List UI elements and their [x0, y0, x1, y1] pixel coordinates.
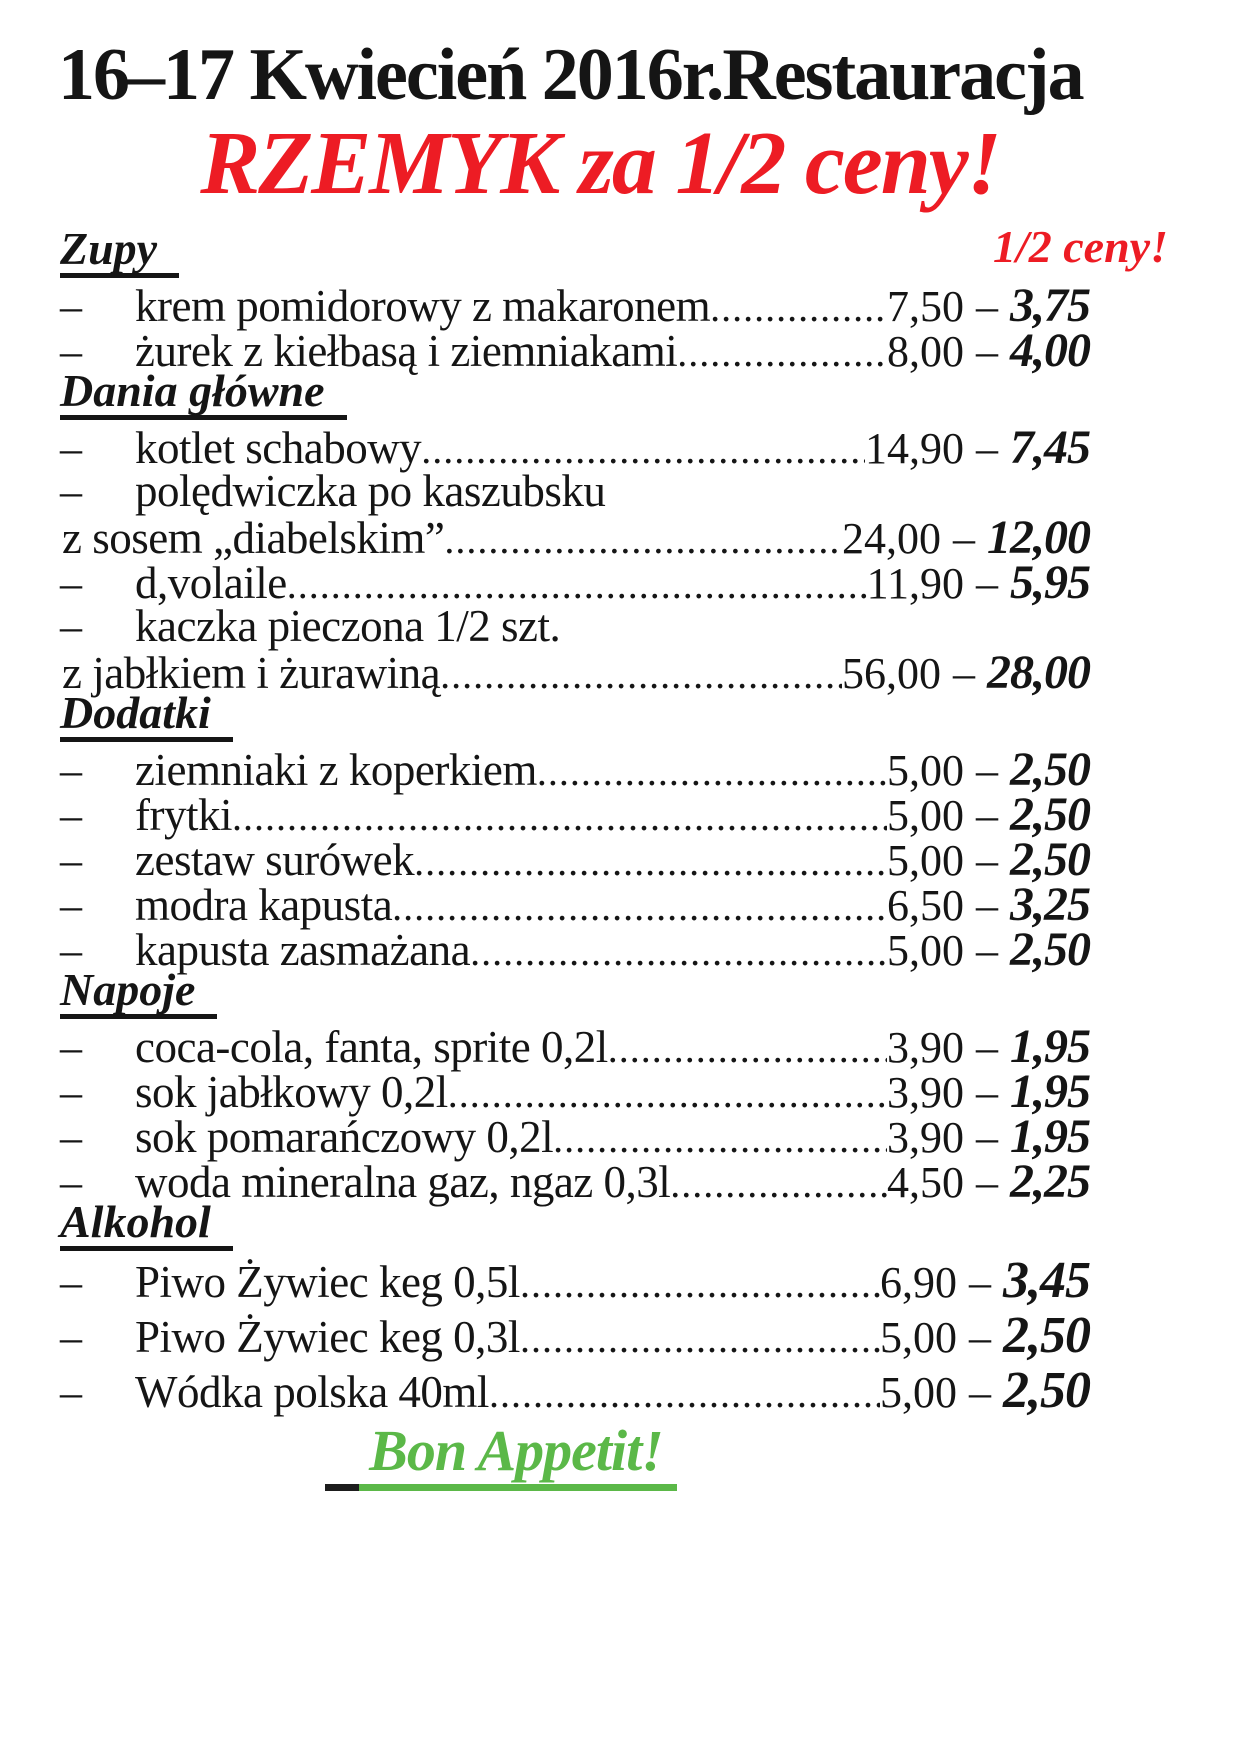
item-price-discounted: 7,45: [1010, 420, 1090, 474]
item-price-discounted: 2,25: [1010, 1154, 1090, 1208]
section-heading: [60, 1195, 1090, 1251]
item-name: Piwo Żywiec keg 0,5l: [135, 1256, 520, 1307]
menu-section: [60, 686, 1090, 976]
item-name: coca-cola, fanta, sprite 0,2l: [135, 1021, 608, 1072]
item-bullet: –: [60, 558, 82, 608]
item-bullet: –: [60, 1312, 82, 1362]
menu-item: [60, 420, 1090, 474]
price-separator: –: [969, 1367, 991, 1417]
item-price-original: 5,00: [887, 835, 964, 885]
price-separator: –: [976, 281, 998, 331]
item-price-discounted: 2,50: [1010, 922, 1090, 976]
item-name: ziemniaki z koperkiem: [135, 744, 537, 795]
menu-item: [60, 278, 1090, 332]
item-bullet: –: [60, 835, 82, 885]
price-separator: –: [976, 745, 998, 795]
item-price-discounted: 3,25: [1010, 877, 1090, 931]
dot-leader: [392, 883, 887, 930]
dot-leader: [710, 284, 887, 331]
item-price-discounted: 3,75: [1010, 278, 1090, 332]
section-heading: [60, 220, 1168, 278]
price-separator: –: [976, 423, 998, 473]
item-name: sok jabłkowy 0,2l: [135, 1066, 448, 1117]
price-separator: –: [976, 1157, 998, 1207]
price-separator: –: [953, 648, 975, 698]
item-name: d,volaile: [135, 557, 287, 608]
menu-item: [60, 1251, 1090, 1309]
item-price-discounted: 5,95: [1010, 555, 1090, 609]
item-bullet: –: [60, 466, 82, 516]
item-price-discounted: 4,00: [1010, 323, 1090, 377]
item-price-discounted: 2,50: [1010, 832, 1090, 886]
item-name: kapusta zasmażana: [135, 924, 471, 975]
section-heading-label: Napoje: [60, 967, 217, 1019]
dot-leader: [489, 1370, 880, 1417]
item-price-original: 5,00: [887, 745, 964, 795]
menu-item: [60, 555, 1090, 609]
menu-item: [60, 787, 1090, 841]
item-price-discounted: 28,00: [987, 645, 1090, 699]
item-name: z sosem „diabelskim”: [62, 512, 445, 563]
price-separator: –: [976, 835, 998, 885]
item-price-original: 5,00: [887, 790, 964, 840]
price-separator: –: [976, 880, 998, 930]
item-bullet: –: [60, 745, 82, 795]
menu-section: [60, 220, 1168, 377]
item-price-original: 7,50: [887, 281, 964, 331]
price-separator: –: [969, 1257, 991, 1307]
menu-item: [60, 510, 1090, 564]
item-name: kaczka pieczona 1/2 szt.: [135, 600, 561, 651]
item-bullet: –: [60, 601, 82, 651]
item-price-discounted: 2,50: [1003, 1361, 1090, 1419]
item-name: woda mineralna gaz, ngaz 0,3l: [135, 1156, 671, 1207]
menu-item: [60, 1064, 1090, 1118]
footer-underline: [339, 1417, 677, 1491]
item-price-discounted: 2,50: [1003, 1306, 1090, 1364]
dot-leader: [553, 1115, 887, 1162]
item-price-original: 5,00: [887, 925, 964, 975]
item-name: zestaw surówek: [135, 834, 415, 885]
section-heading: [60, 364, 1090, 420]
menu-item: [60, 1109, 1090, 1163]
item-price-discounted: 2,50: [1010, 787, 1090, 841]
menu-section: [60, 963, 1090, 1208]
price-separator: –: [976, 1022, 998, 1072]
item-price-discounted: 1,95: [1010, 1064, 1090, 1118]
item-price-original: 8,00: [887, 326, 964, 376]
item-name: modra kapusta: [135, 879, 393, 930]
item-name: sok pomarańczowy 0,2l: [135, 1111, 554, 1162]
footer: [0, 1417, 1016, 1491]
section-heading-label: Dodatki: [60, 690, 233, 742]
footer-text: Bon Appetit!: [369, 1417, 663, 1483]
item-price-original: 56,00: [842, 648, 941, 698]
dot-leader: [414, 838, 887, 885]
half-price-label: 1/2 ceny!: [992, 220, 1168, 272]
item-price-original: 3,90: [887, 1022, 964, 1072]
item-price-original: 4,50: [887, 1157, 964, 1207]
item-bullet: –: [60, 1367, 82, 1417]
page-title: 16–17 Kwiecień 2016r.Restauracja: [58, 34, 1083, 116]
price-separator: –: [976, 925, 998, 975]
promo-title: RZEMYK za 1/2 ceny!: [200, 113, 1000, 213]
item-bullet: –: [60, 1022, 82, 1072]
item-bullet: –: [60, 790, 82, 840]
menu-item: [60, 645, 1090, 699]
dot-leader: [232, 793, 887, 840]
section-heading: [60, 686, 1090, 742]
menu-item: [60, 1019, 1090, 1073]
item-name: frytki: [135, 789, 232, 840]
item-price-original: 24,00: [842, 513, 941, 563]
item-bullet: –: [60, 925, 82, 975]
menu: [60, 220, 1168, 1419]
item-price-original: 3,90: [887, 1067, 964, 1117]
menu-item: [60, 323, 1090, 377]
item-price-original: 5,00: [880, 1367, 957, 1417]
underline-start-mark: [325, 1484, 359, 1491]
item-price-discounted: 1,95: [1010, 1019, 1090, 1073]
item-bullet: –: [60, 281, 82, 331]
item-bullet: –: [60, 1112, 82, 1162]
dot-leader: [444, 516, 842, 563]
item-bullet: –: [60, 423, 82, 473]
item-price-discounted: 3,45: [1003, 1251, 1090, 1309]
item-price-discounted: 1,95: [1010, 1109, 1090, 1163]
item-price-discounted: 12,00: [987, 510, 1090, 564]
item-name: Piwo Żywiec keg 0,3l: [135, 1311, 520, 1362]
item-bullet: –: [60, 1257, 82, 1307]
section-heading: [60, 963, 1090, 1019]
menu-item: [60, 1361, 1090, 1419]
price-separator: –: [976, 326, 998, 376]
section-heading-label: Zupy: [60, 226, 179, 278]
item-name: kotlet schabowy: [135, 422, 422, 473]
item-name: z jabłkiem i żurawiną: [62, 647, 441, 698]
dot-leader: [608, 1025, 887, 1072]
dot-leader: [520, 1260, 880, 1307]
item-price-discounted: 2,50: [1010, 742, 1090, 796]
item-price-original: 6,90: [880, 1257, 957, 1307]
item-price-original: 11,90: [866, 558, 964, 608]
price-separator: –: [969, 1312, 991, 1362]
item-price-original: 5,00: [880, 1312, 957, 1362]
item-name: polędwiczka po kaszubsku: [135, 465, 606, 516]
item-bullet: –: [60, 1157, 82, 1207]
menu-item: [60, 742, 1090, 796]
item-price-original: 14,90: [865, 423, 964, 473]
item-price-original: 6,50: [887, 880, 964, 930]
item-name: żurek z kiełbasą i ziemniakami: [135, 325, 678, 376]
price-separator: –: [976, 1112, 998, 1162]
price-separator: –: [953, 513, 975, 563]
item-name: krem pomidorowy z makaronem: [135, 280, 711, 331]
item-price-original: 3,90: [887, 1112, 964, 1162]
price-separator: –: [976, 558, 998, 608]
menu-item: [60, 922, 1090, 976]
dot-leader: [537, 748, 887, 795]
menu-item: [60, 877, 1090, 931]
menu-item: [60, 1154, 1090, 1208]
dot-leader: [448, 1070, 887, 1117]
item-bullet: –: [60, 326, 82, 376]
dot-leader: [520, 1315, 880, 1362]
menu-section: [60, 364, 1090, 699]
item-bullet: –: [60, 880, 82, 930]
item-name: Wódka polska 40ml: [135, 1366, 489, 1417]
menu-section: [60, 1195, 1090, 1419]
item-bullet: –: [60, 1067, 82, 1117]
price-separator: –: [976, 1067, 998, 1117]
price-separator: –: [976, 790, 998, 840]
menu-item: [60, 832, 1090, 886]
menu-item: [60, 1306, 1090, 1364]
section-heading-label: Alkohol: [60, 1199, 233, 1251]
section-heading-label: Dania główne: [60, 368, 347, 420]
